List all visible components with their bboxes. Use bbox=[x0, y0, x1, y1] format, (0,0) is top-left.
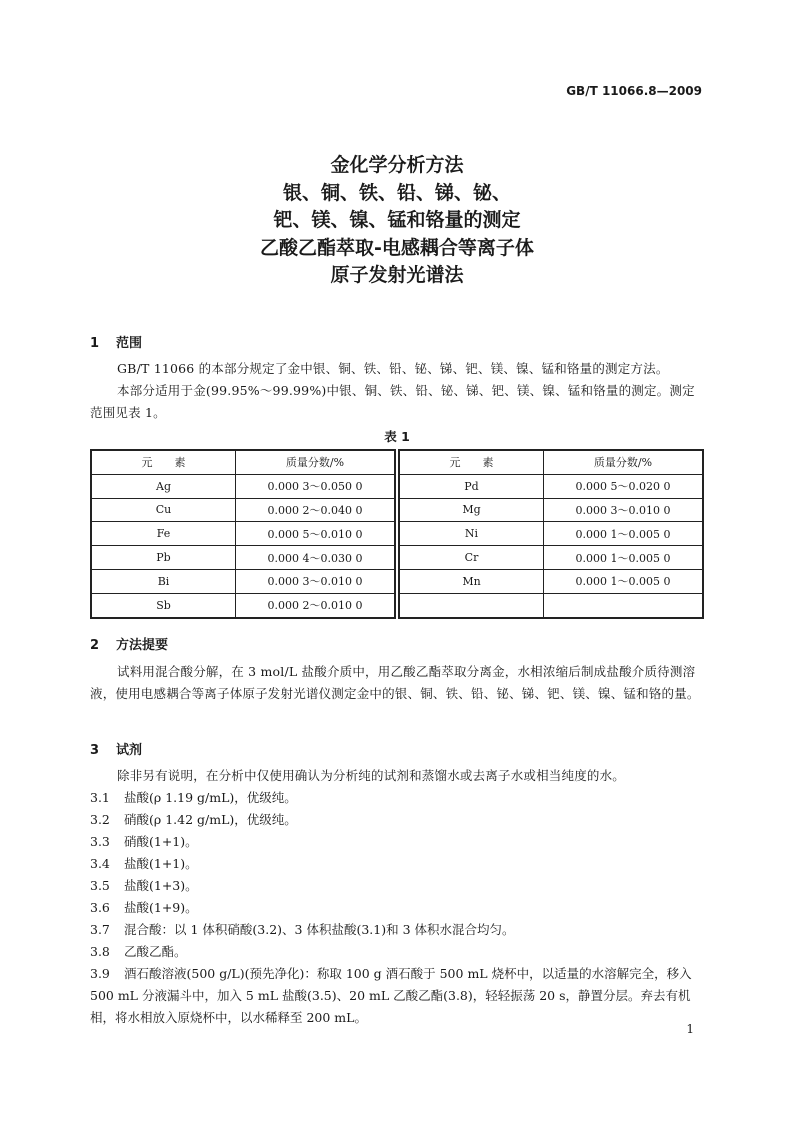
header-mass-fraction: 质量分数/% bbox=[544, 450, 704, 474]
range-cell: 0.000 4～0.030 0 bbox=[236, 546, 396, 570]
range-cell bbox=[544, 593, 704, 617]
item-number: 3.9 bbox=[90, 966, 110, 981]
element-cell: Fe bbox=[91, 522, 236, 546]
table-row bbox=[399, 593, 703, 617]
item-number: 3.2 bbox=[90, 812, 110, 827]
section-title: 试剂 bbox=[116, 743, 143, 758]
range-cell: 0.000 5～0.020 0 bbox=[544, 474, 704, 498]
reagent-item bbox=[90, 853, 704, 875]
document-title bbox=[0, 152, 794, 290]
header-element: 元 素 bbox=[399, 450, 544, 474]
section-number: 1 bbox=[90, 336, 100, 351]
reagent-item bbox=[90, 897, 704, 919]
section-2-heading bbox=[90, 634, 168, 653]
range-cell: 0.000 1～0.005 0 bbox=[544, 546, 704, 570]
table-row bbox=[399, 546, 703, 570]
range-cell: 0.000 3～0.010 0 bbox=[544, 498, 704, 522]
table-row bbox=[399, 569, 703, 593]
range-cell: 0.000 1～0.005 0 bbox=[544, 522, 704, 546]
element-cell: Mn bbox=[399, 569, 544, 593]
element-cell: Sb bbox=[91, 593, 236, 617]
element-cell: Ni bbox=[399, 522, 544, 546]
element-cell: Cr bbox=[399, 546, 544, 570]
item-text: 盐酸(ρ 1.19 g/mL)，优级纯。 bbox=[124, 790, 297, 805]
reagent-item bbox=[90, 831, 704, 853]
table-row bbox=[91, 546, 395, 570]
header-mass-fraction: 质量分数/% bbox=[236, 450, 396, 474]
range-cell: 0.000 2～0.010 0 bbox=[236, 593, 396, 617]
item-number: 3.3 bbox=[90, 834, 110, 849]
range-cell: 0.000 3～0.010 0 bbox=[236, 569, 396, 593]
table-right-half bbox=[398, 449, 704, 619]
reagent-item bbox=[90, 787, 704, 809]
section-1-heading bbox=[90, 332, 142, 351]
item-text: 硝酸(ρ 1.42 g/mL)，优级纯。 bbox=[124, 812, 297, 827]
range-cell: 0.000 2～0.040 0 bbox=[236, 498, 396, 522]
item-text: 盐酸(1+3)。 bbox=[124, 878, 198, 893]
table-row bbox=[399, 474, 703, 498]
element-cell: Bi bbox=[91, 569, 236, 593]
standard-code: GB/T 11066.8—2009 bbox=[566, 84, 702, 98]
table-row bbox=[91, 474, 395, 498]
item-number: 3.5 bbox=[90, 878, 110, 893]
reagent-item bbox=[90, 963, 704, 1029]
element-cell: Mg bbox=[399, 498, 544, 522]
title-line: 原子发射光谱法 bbox=[330, 264, 464, 286]
table-row bbox=[91, 498, 395, 522]
section-number: 2 bbox=[90, 638, 100, 653]
title-line: 乙酸乙酯萃取-电感耦合等离子体 bbox=[260, 236, 534, 259]
item-text: 硝酸(1+1)。 bbox=[124, 834, 198, 849]
reagent-item bbox=[90, 875, 704, 897]
section-title: 方法提要 bbox=[116, 638, 169, 653]
range-cell: 0.000 1～0.005 0 bbox=[544, 569, 704, 593]
item-text: 酒石酸溶液(500 g/L)(预先净化)：称取 100 g 酒石酸于 500 mL 烧杯中，以适量的水溶解完全，移入 500 mL 分液漏斗中，加入 5 mL 盐酸(3.5)、20 mL 乙酸乙酯(3.8)，轻轻振荡 20 s，静置分层。弃去有机相，将水相放入原烧杯中，以水稀释至 200 mL。 bbox=[90, 966, 692, 1025]
range-cell: 0.000 3～0.050 0 bbox=[236, 474, 396, 498]
item-number: 3.7 bbox=[90, 922, 110, 937]
table-1 bbox=[90, 449, 704, 617]
table-row bbox=[91, 593, 395, 617]
item-number: 3.4 bbox=[90, 856, 110, 871]
element-cell: Pd bbox=[399, 474, 544, 498]
element-cell bbox=[399, 593, 544, 617]
section-number: 3 bbox=[90, 743, 100, 758]
item-text: 混合酸：以 1 体积硝酸(3.2)、3 体积盐酸(3.1)和 3 体积水混合均匀。 bbox=[124, 922, 515, 937]
table-left-half bbox=[90, 449, 396, 619]
section-3-intro: 除非另有说明，在分析中仅使用确认为分析纯的试剂和蒸馏水或去离子水或相当纯度的水。 bbox=[117, 768, 626, 783]
title-line: 银、铜、铁、铅、锑、铋、 bbox=[282, 181, 511, 204]
range-cell: 0.000 5～0.010 0 bbox=[236, 522, 396, 546]
table-header-row bbox=[91, 450, 395, 474]
table-row bbox=[91, 522, 395, 546]
item-text: 盐酸(1+9)。 bbox=[124, 900, 198, 915]
reagent-item bbox=[90, 941, 704, 963]
table-caption: 表 1 bbox=[384, 429, 410, 444]
item-number: 3.1 bbox=[90, 790, 110, 805]
section-title: 范围 bbox=[116, 336, 143, 351]
reagent-item bbox=[90, 809, 704, 831]
section-2-paragraph: 试料用混合酸分解，在 3 mol/L 盐酸介质中，用乙酸乙酯萃取分离金，水相浓缩后制成盐酸介质待测溶液，使用电感耦合等离子体原子发射光谱仪测定金中的银、铜、铁、铅、铋、锑、钯、镁、镍、锰和铬的量。 bbox=[90, 664, 700, 701]
item-number: 3.8 bbox=[90, 944, 110, 959]
item-text: 乙酸乙酯。 bbox=[124, 944, 187, 959]
element-cell: Pb bbox=[91, 546, 236, 570]
element-cell: Ag bbox=[91, 474, 236, 498]
table-row bbox=[91, 569, 395, 593]
section-3-heading bbox=[90, 739, 142, 758]
section-1-paragraph-2: 本部分适用于金(99.95%～99.99%)中银、铜、铁、铅、铋、锑、钯、镁、镍、锰和铬量的测定。测定范围见表 1。 bbox=[90, 383, 695, 420]
page-number: 1 bbox=[686, 1022, 694, 1036]
reagent-item bbox=[90, 919, 704, 941]
table-row bbox=[399, 522, 703, 546]
section-1-paragraph-1: GB/T 11066 的本部分规定了金中银、铜、铁、铅、铋、锑、钯、镁、镍、锰和铬量的测定方法。 bbox=[117, 361, 669, 376]
item-number: 3.6 bbox=[90, 900, 110, 915]
title-line: 钯、镁、镍、锰和铬量的测定 bbox=[273, 209, 521, 231]
title-line: 金化学分析方法 bbox=[330, 154, 464, 176]
table-header-row bbox=[399, 450, 703, 474]
header-element: 元 素 bbox=[91, 450, 236, 474]
element-cell: Cu bbox=[91, 498, 236, 522]
item-text: 盐酸(1+1)。 bbox=[124, 856, 198, 871]
table-row bbox=[399, 498, 703, 522]
